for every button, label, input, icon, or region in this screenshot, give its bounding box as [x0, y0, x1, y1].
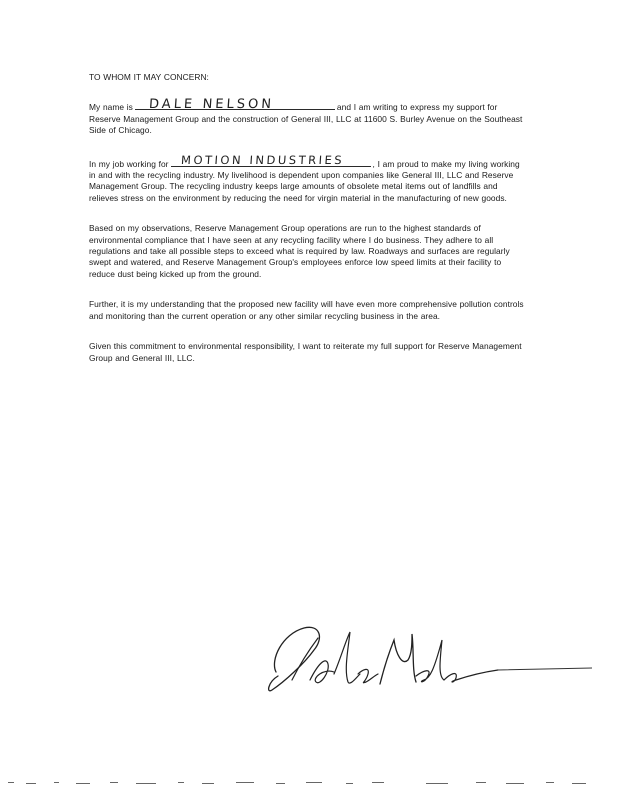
handwritten-company: MOTION INDUSTRIES	[180, 153, 345, 168]
handwritten-name: DALE NELSON	[148, 97, 275, 112]
scan-noise-icon	[6, 780, 612, 788]
scan-artifact-strip	[6, 780, 612, 788]
job-prefix: In my job working for	[89, 158, 169, 169]
name-blank	[135, 99, 335, 110]
name-prefix: My name is	[89, 102, 133, 113]
handwritten-signature-icon	[262, 620, 592, 700]
paragraph-commitment: Given this commitment to environmental responsibility, I want to reiterate my full support for Reserve Management Group and General III, LLC.	[89, 341, 522, 363]
paragraph-observations: Based on my observations, Reserve Management Group operations are run to the highest standards of environmental compliance that I have seen at any recycling facility where I do business. They adhere to all regulations and take all possible steps to exceed what is required by law. Roadways and surfaces are regularly swept and watered, and Reserve Management Group's employees enforce low speed limits at their facility to reduce dust being kicked up from the ground.	[89, 223, 510, 279]
paragraph-understanding: Further, it is my understanding that the proposed new facility will have even more comprehensive pollution controls and monitoring than the current operation or any other similar recycling business in the area.	[89, 299, 524, 321]
company-blank	[171, 153, 371, 168]
name-suffix: and I am writing to express my support for Reserve Management Group and the construction of General III, LLC at 11600 S. Burley Avenue on the Southeast Side of Chicago.	[89, 102, 523, 136]
signature	[262, 620, 592, 700]
salutation: TO WHOM IT MAY CONCERN:	[89, 72, 209, 82]
job-suffix: , I am proud to make my living working in and with the recycling industry. My livelihood is dependent upon companies like General III, LLC and Reserve Management Group. The recycling industry keeps large amounts of obsolete metal items out of landfills and relieves stress on the environment by reducing the need for virgin material in the manufacturing of new goods.	[89, 158, 520, 203]
paragraph-name	[89, 99, 525, 136]
paragraph-job	[89, 153, 525, 205]
letter-body	[89, 72, 525, 383]
